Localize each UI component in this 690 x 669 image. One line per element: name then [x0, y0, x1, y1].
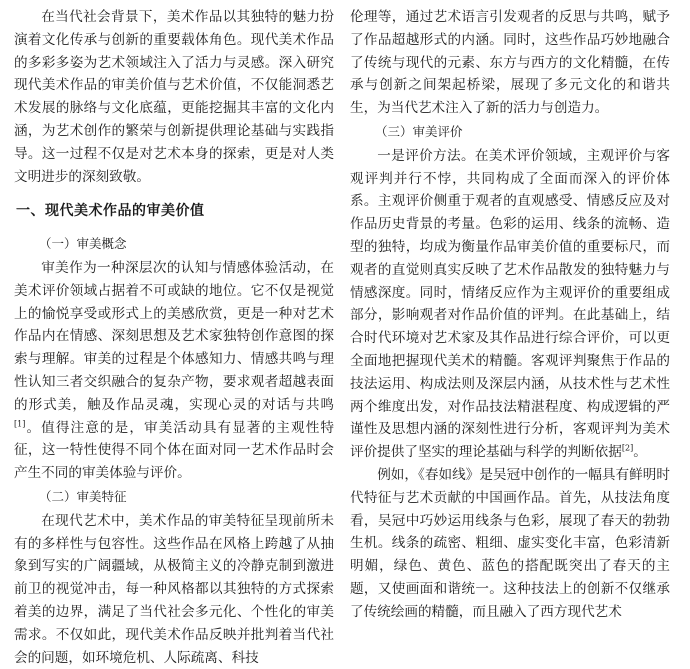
concept-text-after: 。值得注意的是，审美活动具有显著的主观性特征，这一特性使得不同个体在面对同一艺术作品时会产生不同的审美体验与评价。 [14, 419, 334, 482]
citation-ref-1: [1] [14, 419, 26, 429]
section-heading: 一、现代美术作品的审美价值 [16, 203, 205, 220]
evaluation-paragraph [350, 145, 670, 464]
subsection-heading-concept: （一）审美概念 [39, 236, 127, 252]
evaluation-text: 一是评价方法。在美术评价领域，主观评价与客观评判并行不悖，共同构成了全面而深入的评价体系。主观评价侧重于观者的直观感受、情感反应及对作品历史背景的考量。色彩的运用、线条的流畅、造型的独特，均成为衡量作品审美价值的重要标尺，而观者的直觉则真实反映了艺术作品散发的独特魅力与情感深度。同时，情绪反应作为主观评价的重要组成部分，影响观者对作品价值的评判。在此基础上，结合时代环境对艺术家及其作品进行综合评价，可以更全面地把握现代美术的精髓。客观评判聚焦于作品的技法运用、构成法则及深层内涵，从技术性与艺术性两个维度出发，对作品技法精湛程度、构成逻辑的严谨性及思想内涵的深刻性进行分析，客观评判为美术评价提供了坚实的理论基础与科学的判断依据 [350, 147, 670, 461]
features-paragraph-continued: 伦理等，通过艺术语言引发观者的反思与共鸣，赋予了作品超越形式的内涵。同时，这些作品巧妙地融合了传统与现代的元素、东方与西方的文化精髓，在传承与创新之间架起桥梁，展现了多元文化的和谐共生，为当代艺术注入了新的活力与创造力。 [350, 9, 670, 117]
example-paragraph: 例如，《春如线》是吴冠中创作的一幅具有鲜明时代特征与艺术贡献的中国画作品。首先，从技法角度看，吴冠中巧妙运用线条与色彩，展现了春天的勃勃生机。线条的疏密、粗细、虚实变化丰富，色彩清新明媚，绿色、黄色、蓝色的搭配既突出了春天的主题，又使画面和谐统一。这种技法上的创新不仅继承了传统绘画的精髓，而且融入了西方现代艺术 [350, 466, 670, 620]
citation-ref-2: [2] [621, 443, 634, 453]
intro-paragraph: 在当代社会背景下，美术作品以其独特的魅力扮演着文化传承与创新的重要载体角色。现代美术作品的多彩多姿为艺术领域注入了活力与灵感。深入研究现代美术作品的审美价值与艺术价值，不仅能洞悉艺术发展的脉络与文化底蕴，更能挖掘其丰富的文化内涵，为艺术创作的繁荣与创新提供理论基础与实践指导。这一过程不仅是对艺术本身的探索，更是对人类文明进步的深刻致敬。 [14, 9, 334, 185]
concept-text: 审美作为一种深层次的认知与情感体验活动，在美术评价领域占据着不可或缺的地位。它不仅是视觉上的愉悦享受或形式上的美感欣赏，更是一种对艺术作品内在情感、深刻思想及艺术家独特创作意图的探索与理解。审美的过程是个体感知力、情感共鸣与理性认知三者交织融合的复杂产物，要求观者超越表面的形式美，触及作品灵魂，实现心灵的对话与共鸣 [14, 259, 334, 413]
subsection-heading-features: （二）审美特征 [39, 488, 127, 504]
left-column [14, 6, 334, 669]
features-paragraph: 在现代艺术中，美术作品的审美特征呈现前所未有的多样性与包容性。这些作品在风格上跨越了从抽象到写实的广阔疆域，从极简主义的冷静克制到激进前卫的视觉冲击，每一种风格都以其独特的方式探索着美的边界，满足了当代社会多元化、个性化的审美需求。不仅如此，现代美术作品反映并批判着当代社会的问题，如环境危机、人际疏离、科技 [14, 512, 334, 666]
right-column [350, 6, 670, 624]
evaluation-text-after: 。 [633, 444, 647, 461]
subsection-heading-evaluation: （三）审美评价 [375, 123, 463, 139]
concept-paragraph [14, 257, 334, 485]
